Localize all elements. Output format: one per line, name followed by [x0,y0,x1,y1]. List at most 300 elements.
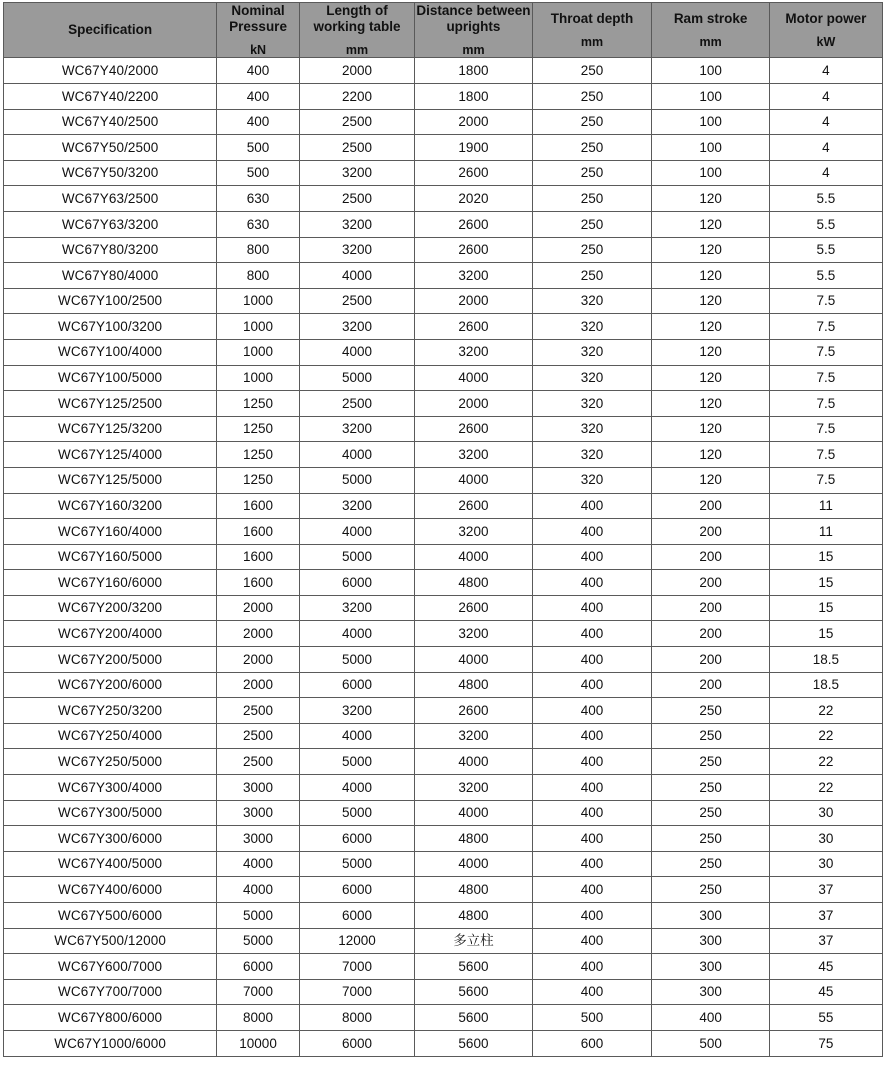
cell-value: 18.5 [769,672,882,698]
cell-value: 15 [769,621,882,647]
cell-value: 200 [652,519,769,545]
cell-value: 250 [532,211,652,237]
cell-value: 30 [769,826,882,852]
table-row [4,237,883,263]
table-row [4,84,883,110]
header-row [4,3,883,58]
cell-specification: WC67Y300/6000 [4,826,217,852]
table-row [4,621,883,647]
cell-value: 120 [652,237,769,263]
table-row [4,800,883,826]
cell-value: 4000 [217,877,300,903]
cell-value: 250 [652,826,769,852]
table-row [4,314,883,340]
cell-value: 120 [652,211,769,237]
cell-value: 3200 [299,211,414,237]
cell-value: 1000 [217,339,300,365]
cell-value: 4800 [415,903,532,929]
cell-value: 400 [532,954,652,980]
cell-value: 250 [532,160,652,186]
cell-specification: WC67Y125/5000 [4,467,217,493]
cell-specification: WC67Y40/2000 [4,58,217,84]
column-header-working-table-length [299,3,414,58]
cell-value: 2000 [217,647,300,673]
cell-value: 6000 [299,877,414,903]
cell-value: 45 [769,979,882,1005]
cell-specification: WC67Y100/3200 [4,314,217,340]
cell-value: 400 [217,84,300,110]
cell-specification: WC67Y125/3200 [4,416,217,442]
cell-value: 2200 [299,84,414,110]
cell-value: 6000 [299,826,414,852]
cell-value: 2000 [299,58,414,84]
cell-value: 630 [217,211,300,237]
cell-specification: WC67Y200/6000 [4,672,217,698]
cell-value: 3200 [415,263,532,289]
column-header-nominal-pressure [217,3,300,58]
cell-value: 8000 [217,1005,300,1031]
cell-value: 30 [769,851,882,877]
cell-value: 2600 [415,314,532,340]
cell-value: 6000 [299,672,414,698]
cell-specification: WC67Y125/4000 [4,442,217,468]
cell-value: 250 [532,186,652,212]
cell-value: 400 [532,519,652,545]
cell-value: 15 [769,570,882,596]
cell-value: 2500 [217,698,300,724]
header-unit: kW [816,35,836,50]
cell-value: 4800 [415,877,532,903]
cell-value: 2000 [217,595,300,621]
cell-value: 400 [217,58,300,84]
cell-value: 120 [652,365,769,391]
header-title: Specification [68,22,153,38]
cell-value: 5.5 [769,186,882,212]
cell-value: 5000 [299,467,414,493]
table-row [4,493,883,519]
cell-value: 2600 [415,493,532,519]
cell-value: 400 [532,851,652,877]
cell-specification: WC67Y80/3200 [4,237,217,263]
table-row [4,954,883,980]
cell-specification: WC67Y40/2500 [4,109,217,135]
cell-value: 7.5 [769,314,882,340]
cell-value: 2500 [299,135,414,161]
header-title: Distance between uprights [416,3,531,34]
cell-value: 400 [532,570,652,596]
cell-value: 250 [652,723,769,749]
cell-value: 12000 [299,928,414,954]
cell-value: 250 [532,135,652,161]
cell-value: 22 [769,698,882,724]
cell-value: 4000 [299,621,414,647]
header-title: Throat depth [550,10,634,26]
cell-value: 400 [532,621,652,647]
cell-value: 3000 [217,800,300,826]
cell-specification: WC67Y300/4000 [4,775,217,801]
cell-value: 5.5 [769,263,882,289]
cell-value: 37 [769,903,882,929]
table-row [4,570,883,596]
cell-value: 3200 [299,493,414,519]
cell-value: 15 [769,595,882,621]
cell-value: 2600 [415,595,532,621]
cell-value: 55 [769,1005,882,1031]
cell-value: 400 [532,672,652,698]
cell-specification: WC67Y160/6000 [4,570,217,596]
cell-value: 1600 [217,519,300,545]
cell-value: 5600 [415,1030,532,1056]
cell-value: 400 [532,698,652,724]
table-row [4,365,883,391]
cell-value: 2500 [299,391,414,417]
cell-value: 7000 [299,954,414,980]
table-row [4,877,883,903]
cell-value: 6000 [299,570,414,596]
cell-value: 7000 [217,979,300,1005]
cell-value: 120 [652,416,769,442]
cell-value: 500 [532,1005,652,1031]
cell-value: 400 [532,826,652,852]
cell-value: 200 [652,570,769,596]
cell-specification: WC67Y300/5000 [4,800,217,826]
cell-value: 2000 [217,672,300,698]
cell-specification: WC67Y125/2500 [4,391,217,417]
cell-value: 4 [769,109,882,135]
column-header-specification [4,3,217,58]
cell-value: 4000 [415,365,532,391]
cell-value: 250 [652,698,769,724]
cell-specification: WC67Y160/5000 [4,544,217,570]
table-row [4,903,883,929]
cell-value: 250 [532,263,652,289]
cell-value: 3200 [299,314,414,340]
cell-value: 5.5 [769,211,882,237]
header-unit: mm [462,43,485,58]
cell-value: 400 [532,979,652,1005]
cell-specification: WC67Y250/5000 [4,749,217,775]
cell-value: 4000 [415,647,532,673]
header-unit: mm [345,43,369,58]
table-row [4,647,883,673]
cell-value: 4000 [299,339,414,365]
cell-value: 320 [532,467,652,493]
cell-value: 400 [652,1005,769,1031]
cell-specification: WC67Y40/2200 [4,84,217,110]
cell-value: 100 [652,84,769,110]
cell-value: 3200 [415,339,532,365]
cell-value: 320 [532,365,652,391]
cell-value: 2500 [299,186,414,212]
cell-value: 2000 [415,391,532,417]
cell-value: 250 [532,84,652,110]
cell-value: 45 [769,954,882,980]
cell-value: 22 [769,775,882,801]
cell-value: 2500 [299,109,414,135]
cell-value: 4000 [415,851,532,877]
table-row [4,211,883,237]
column-header-throat-depth [532,3,652,58]
cell-value: 2000 [217,621,300,647]
table-row [4,391,883,417]
header-unit: kN [250,43,267,58]
cell-value: 22 [769,749,882,775]
cell-value: 11 [769,519,882,545]
cell-value: 37 [769,928,882,954]
header-title: Ram stroke [673,10,748,26]
cell-value: 7.5 [769,416,882,442]
table-row [4,416,883,442]
cell-value: 5600 [415,979,532,1005]
cell-value: 2020 [415,186,532,212]
cell-value: 320 [532,391,652,417]
cell-value: 18.5 [769,647,882,673]
cell-specification: WC67Y160/4000 [4,519,217,545]
cell-value: 400 [532,877,652,903]
cell-specification: WC67Y400/6000 [4,877,217,903]
cell-value: 300 [652,954,769,980]
cell-specification: WC67Y100/4000 [4,339,217,365]
cell-value: 250 [652,877,769,903]
cell-specification: WC67Y1000/6000 [4,1030,217,1056]
cell-specification: WC67Y160/3200 [4,493,217,519]
cell-value: 320 [532,339,652,365]
table-row [4,775,883,801]
cell-value: 400 [532,544,652,570]
cell-value: 300 [652,979,769,1005]
cell-value: 4 [769,58,882,84]
cell-value: 2500 [299,288,414,314]
cell-value: 100 [652,135,769,161]
cell-value: 5000 [217,928,300,954]
cell-value: 4 [769,84,882,110]
cell-value: 500 [217,135,300,161]
cell-value: 1000 [217,288,300,314]
cell-value: 200 [652,493,769,519]
table-row [4,58,883,84]
cell-value: 75 [769,1030,882,1056]
cell-specification: WC67Y250/3200 [4,698,217,724]
cell-value: 11 [769,493,882,519]
table-row [4,672,883,698]
cell-value: 400 [532,749,652,775]
cell-specification: WC67Y400/5000 [4,851,217,877]
cell-value: 7.5 [769,288,882,314]
cell-value: 1250 [217,467,300,493]
table-row [4,135,883,161]
cell-value: 4800 [415,826,532,852]
cell-value: 250 [532,237,652,263]
cell-value: 400 [532,800,652,826]
cell-value: 800 [217,237,300,263]
cell-value: 1250 [217,391,300,417]
cell-value: 120 [652,467,769,493]
cell-value: 500 [652,1030,769,1056]
cell-value: 200 [652,647,769,673]
cell-value: 4800 [415,570,532,596]
table-row [4,595,883,621]
cell-value: 7000 [299,979,414,1005]
table-row [4,263,883,289]
table-row [4,826,883,852]
cell-value: 3000 [217,775,300,801]
cell-value: 5600 [415,1005,532,1031]
cell-value: 4000 [217,851,300,877]
cell-value: 10000 [217,1030,300,1056]
cell-value: 5000 [217,903,300,929]
cell-value: 320 [532,442,652,468]
cell-value: 4000 [299,775,414,801]
cell-value: 800 [217,263,300,289]
cell-specification: WC67Y100/2500 [4,288,217,314]
table-row [4,1030,883,1056]
cell-value: 200 [652,672,769,698]
cell-value: 4000 [415,467,532,493]
cell-value: 22 [769,723,882,749]
cell-value: 250 [652,800,769,826]
cell-value: 120 [652,288,769,314]
cell-value: 3200 [299,698,414,724]
cell-value: 200 [652,544,769,570]
cell-value: 500 [217,160,300,186]
table-header [4,3,883,58]
cell-value: 6000 [217,954,300,980]
cell-value: 400 [532,723,652,749]
table-row [4,186,883,212]
cell-value: 2500 [217,749,300,775]
cell-value: 4000 [299,519,414,545]
cell-value: 7.5 [769,442,882,468]
cell-specification: WC67Y700/7000 [4,979,217,1005]
cell-value: 120 [652,186,769,212]
cell-value: 2600 [415,211,532,237]
cell-value: 4000 [415,544,532,570]
cell-value: 600 [532,1030,652,1056]
table-row [4,109,883,135]
cell-value: 1250 [217,416,300,442]
cell-value: 5000 [299,647,414,673]
cell-specification: WC67Y250/4000 [4,723,217,749]
cell-value: 1600 [217,544,300,570]
cell-value: 400 [532,903,652,929]
cell-value: 2000 [415,288,532,314]
cell-value: 300 [652,928,769,954]
cell-value: 5000 [299,749,414,775]
cell-value: 6000 [299,903,414,929]
cell-value: 1600 [217,570,300,596]
cell-value: 30 [769,800,882,826]
header-title: Motor power [785,10,867,26]
table-row [4,339,883,365]
table-row [4,749,883,775]
cell-value: 250 [652,749,769,775]
cell-value: 400 [532,775,652,801]
cell-value: 6000 [299,1030,414,1056]
cell-value: 120 [652,442,769,468]
table-row [4,851,883,877]
cell-value: 250 [532,58,652,84]
cell-value: 15 [769,544,882,570]
cell-specification: WC67Y500/6000 [4,903,217,929]
cell-value: 1800 [415,84,532,110]
cell-value: 37 [769,877,882,903]
cell-value: 5600 [415,954,532,980]
cell-value: 300 [652,903,769,929]
cell-value: 7.5 [769,467,882,493]
cell-value: 100 [652,109,769,135]
cell-value: 250 [532,109,652,135]
cell-value: 4000 [299,442,414,468]
column-header-motor-power [769,3,882,58]
cell-value: 3200 [299,237,414,263]
cell-value: 4000 [299,723,414,749]
cell-value: 200 [652,621,769,647]
table-row [4,442,883,468]
cell-value: 400 [532,928,652,954]
cell-value: 3200 [415,519,532,545]
cell-specification: WC67Y80/4000 [4,263,217,289]
cell-value: 630 [217,186,300,212]
cell-value: 120 [652,263,769,289]
cell-value: 100 [652,58,769,84]
header-unit: mm [699,35,722,50]
cell-value: 5000 [299,800,414,826]
cell-specification: WC67Y200/3200 [4,595,217,621]
cell-value: 4000 [415,800,532,826]
cell-value: 8000 [299,1005,414,1031]
cell-value: 3200 [415,723,532,749]
cell-value: 2600 [415,160,532,186]
cell-value: 1000 [217,314,300,340]
table-row [4,723,883,749]
cell-value: 120 [652,314,769,340]
cell-value: 7.5 [769,391,882,417]
table-row [4,698,883,724]
cell-value: 3200 [299,595,414,621]
cell-value: 4 [769,135,882,161]
cell-specification: WC67Y600/7000 [4,954,217,980]
table-row [4,979,883,1005]
cell-value: 3200 [415,621,532,647]
table-row [4,519,883,545]
table-row [4,1005,883,1031]
cell-value: 4000 [299,263,414,289]
cell-value: 2600 [415,237,532,263]
header-title: Nominal Pressure [229,3,287,34]
cell-value: 7.5 [769,365,882,391]
cell-specification: WC67Y500/12000 [4,928,217,954]
header-unit: mm [580,35,604,50]
cell-value: 多立柱 [415,928,532,954]
cell-value: 320 [532,314,652,340]
table-row [4,288,883,314]
table-row [4,544,883,570]
cell-value: 1600 [217,493,300,519]
cell-value: 400 [532,493,652,519]
cell-value: 1000 [217,365,300,391]
cell-specification: WC67Y100/5000 [4,365,217,391]
cell-specification: WC67Y63/2500 [4,186,217,212]
cell-specification: WC67Y63/3200 [4,211,217,237]
table-row [4,160,883,186]
cell-value: 4 [769,160,882,186]
table-row [4,467,883,493]
cell-specification: WC67Y200/4000 [4,621,217,647]
header-title: Length of working table [313,3,401,34]
cell-value: 7.5 [769,339,882,365]
cell-value: 5.5 [769,237,882,263]
cell-value: 3200 [415,442,532,468]
